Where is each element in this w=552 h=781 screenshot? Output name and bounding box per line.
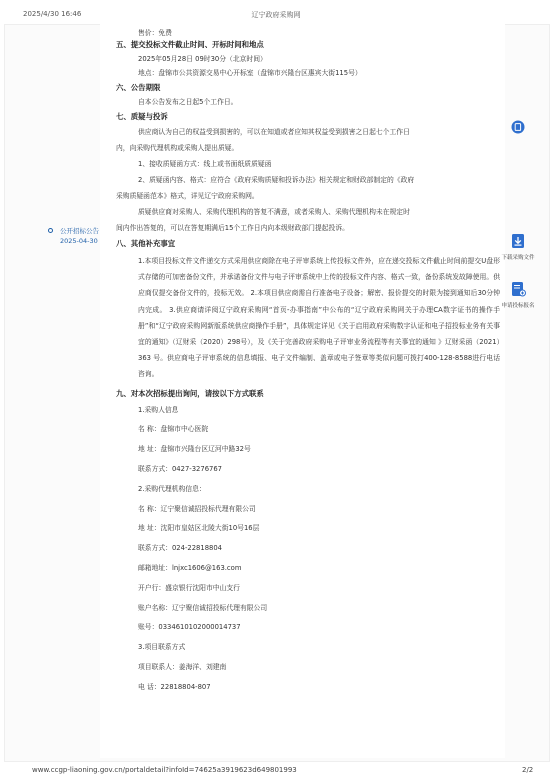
edit-tool[interactable] [498,120,538,137]
purchaser-name: 名 称：盘锦市中心医院 [138,425,209,434]
agency-account-number: 账号：0334610102000014737 [138,623,241,632]
project-contact-phone: 电 话：22818804-807 [138,682,211,691]
agency-address: 地 址：沈阳市皇姑区北陵大街10号16层 [138,524,260,533]
left-nav-label: 公开招标公告 [60,227,99,235]
download-label: 下载采购文件 [501,255,535,261]
page-number: 2/2 [522,766,534,774]
section-7-para-4a: 质疑供应商对采购人、采购代理机构的答复不满意，或者采购人、采购代理机构未在规定时 [138,208,410,216]
section-7-para-3b: 采购质疑函范本》格式，详见辽宁政府采购网。 [116,192,259,200]
agency-phone: 联系方式：024-22818804 [138,544,223,553]
price-line: 售价：免费 [138,29,172,37]
project-contact-person: 项目联系人：姜海洋、刘建南 [138,662,227,671]
bullet-icon [48,228,53,233]
agency-account-name: 账户名称：辽宁聚信诚招投标代理有限公司 [138,603,268,612]
browser-header [0,0,552,24]
edit-icon [511,120,525,134]
section-5-place: 地点：盘锦市公共资源交易中心开标室（盘锦市兴隆台区惠宾大街115号） [138,69,362,77]
left-nav-item-announcement[interactable] [48,226,99,246]
section-7-para-2: 1、接收质疑函方式：线上或书面纸质质疑函 [138,160,272,168]
download-doc-button[interactable] [498,232,538,261]
contact-block [116,401,500,698]
purchaser-phone: 联系方式：0427-3276767 [138,465,223,474]
document-body [116,26,500,698]
section-8-title: 八、其他补充事宜 [116,239,176,248]
agency-email: 邮箱地址：lnjxc1606@163.com [138,564,242,572]
apply-label: 申请投标报名 [501,303,535,309]
section-7-para-3a: 2、质疑函内容、格式：应符合《政府采购质疑和投诉办法》相关规定和财政部制定的《政府 [138,176,415,184]
section-7-para-1a: 供应商认为自己的权益受到损害的，可以在知道或者应知其权益受到损害之日起七个工作日 [138,128,410,136]
section-9-title: 九、对本次招标提出询问，请按以下方式联系 [116,388,264,398]
section-6-title: 六、公告期限 [116,83,161,92]
agency-name: 名 称：辽宁聚信诚招投标代理有限公司 [138,504,256,513]
project-contact-title: 3.项目联系方式 [138,643,186,652]
purchaser-address: 地 址：盘锦市兴隆台区辽河中路32号 [138,445,251,454]
agency-title: 2.采购代理机构信息： [138,484,206,493]
purchaser-title: 1.采购人信息 [138,405,179,414]
section-5-time: 2025年05月28日 09时30分（北京时间） [138,55,267,63]
section-7-para-1b: 内，向采购代理机构或采购人提出质疑。 [116,144,239,152]
section-7-para-4b: 间内作出答复的，可以在答复期满后15个工作日内向本级财政部门提起投诉。 [116,224,349,232]
download-icon [509,232,527,250]
page-title: 辽宁政府采购网 [251,11,301,19]
section-6-text: 自本公告发布之日起5个工作日。 [138,98,238,106]
print-datetime: 2025/4/30 16:46 [23,10,82,18]
section-7-title: 七、质疑与投诉 [116,112,168,121]
section-8-body: 1.本项目投标文件文件递交方式采用供应商除在电子评审系统上传投标文件外，应在递交投标文件截止时间前提交U盘形式存储的可加密备份文件，并承诺备份文件与电子评审系统中上传的投标文件内容、格式一致，备份系统发故障使用。供应商仅提交备份文件的，投标无效。 2.本项目供应商需自行准备电子设备；解密、报价提交的时限为接到通知后30分钟内完成。 3.供应商请详阅辽宁政府采购网“首页-办事指南”中公布的“辽宁政府采购网关于办理CA数字证书的操作手册”和“辽宁政府采购网新版系统供应商操作手册”，具体规定详见《关于启用政府采购数字认证和电子招投标业务有关事宜的通知》（辽财采（2020）298号），及《关于完善政府采购电子评审业务流程等有关事宜的通知 》辽财采函（2021）363 号。供应商电子评审系统的信息填报、电子文件编制、盖章或电子签章等类似问题可拨打400-128-8588进行电话咨询。 [138,257,500,379]
section-5-title: 五、提交投标文件截止时间、开标时间和地点 [116,40,264,49]
apply-icon [509,280,527,298]
page-url: www.ccgp-liaoning.gov.cn/portaldetail?infoId=74625a3919623d649801993 [32,766,297,774]
apply-bid-button[interactable] [498,280,538,309]
agency-bank: 开户行：盛京银行沈阳市中山支行 [138,583,240,592]
left-nav-date: 2025-04-30 [60,237,98,245]
